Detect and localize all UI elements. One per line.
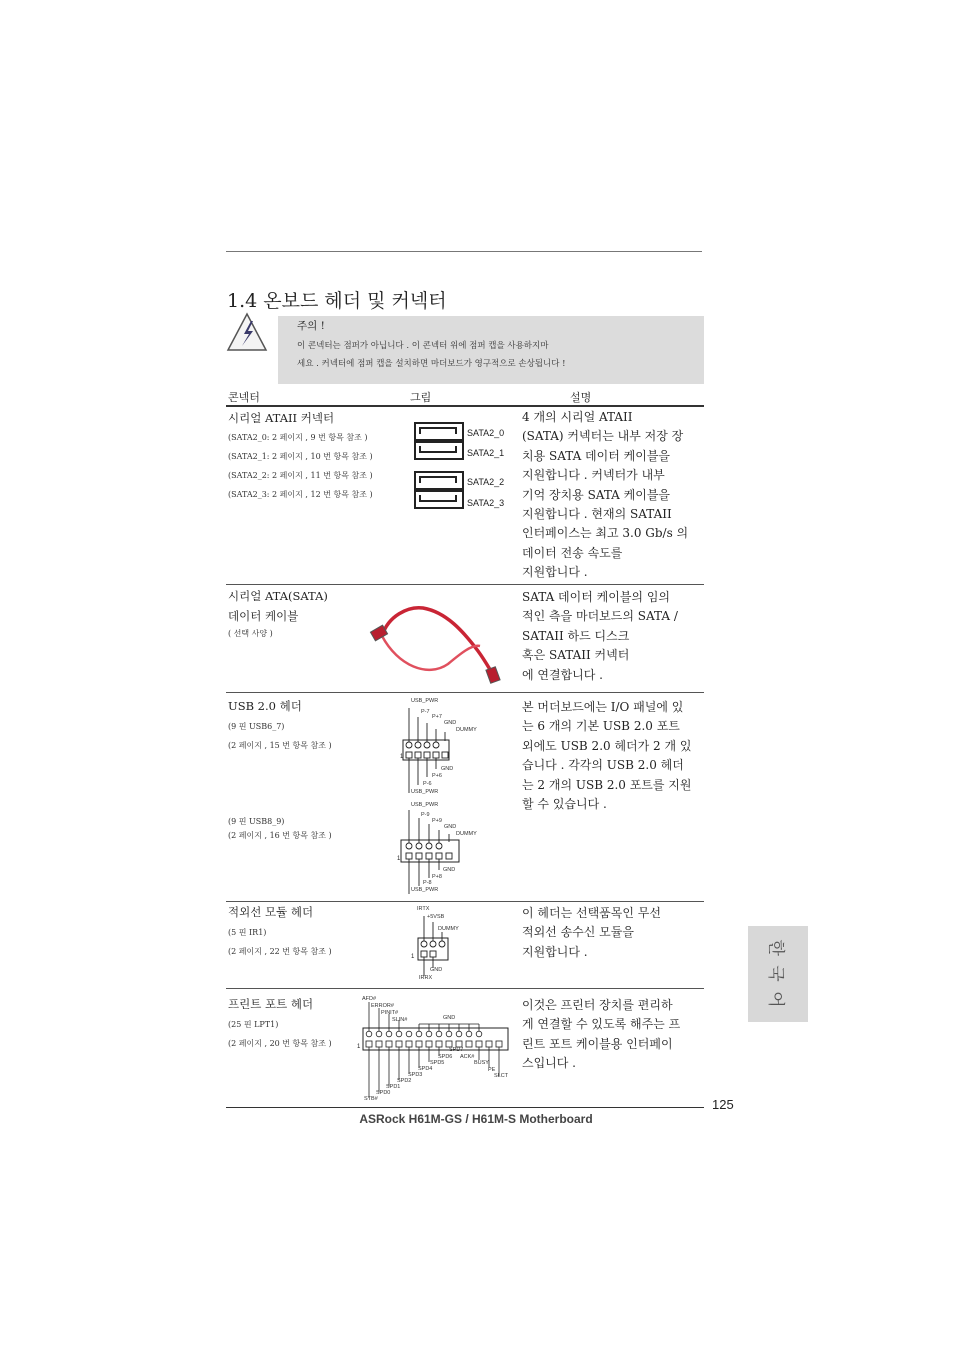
column-connector: 콘넥터 — [228, 391, 260, 404]
ir-desc-line: 적외선 송수신 모듈을 — [522, 925, 634, 940]
cable-desc-line: 혹은 SATAII 커넥터 — [522, 648, 630, 663]
ir-label-5vsb: +5VSB — [427, 914, 445, 920]
lpt-label-spd4: SPD4 — [418, 1066, 433, 1072]
section-title: 1.4 온보드 헤더 및 커넥터 — [227, 290, 447, 312]
footer-title: ASRock H61M-GS / H61M-S Motherboard — [359, 1112, 593, 1126]
usb1-label-p+7: P+7 — [432, 714, 442, 720]
usb2-label-p-8: P-8 — [423, 880, 432, 886]
lpt-label-spd3: SPD3 — [408, 1072, 423, 1078]
lpt-ref-2: (2 페이지 , 20 번 항목 참조 ) — [228, 1039, 332, 1048]
lpt-label-gnd: GND — [443, 1015, 456, 1021]
caution-line-1: 이 콘넥터는 점퍼가 아닙니다 . 이 콘넥터 위에 점퍼 캡을 사용하지마 — [297, 341, 549, 351]
sata-port-label-2: SATA2_2 — [467, 477, 505, 487]
sata-desc-line: 지원합니다 . 커넥터가 내부 — [522, 468, 665, 483]
usb-desc-line: 는 2 개의 USB 2.0 포트를 지원 — [522, 777, 692, 792]
lpt-desc-line: 이것은 프린터 장치를 편리하 — [522, 998, 673, 1012]
usb2-label-p+8: P+8 — [432, 874, 442, 880]
usb2-label-p-9: P-9 — [421, 812, 430, 818]
caution-heading: 주의 ! — [297, 320, 325, 332]
cable-ref: ( 선택 사양 ) — [228, 629, 273, 638]
row-divider — [226, 584, 704, 585]
row-divider — [226, 901, 704, 902]
usb2-label-usbpwr-top: USB_PWR — [411, 802, 439, 808]
language-side-tab-label-wrap — [748, 926, 808, 1022]
header-divider — [226, 405, 704, 407]
usb-description — [522, 698, 702, 814]
usb-desc-line: 습니다 . 각각의 USB 2.0 헤더 — [522, 758, 684, 773]
sata-port-label-1: SATA2_1 — [467, 448, 505, 458]
ir-ref-1: (5 핀 IR1) — [228, 928, 267, 937]
lpt-label-pinit: PINIT# — [381, 1010, 399, 1016]
lpt-label-spd5: SPD5 — [430, 1060, 445, 1066]
sata-desc-line: 기억 장치용 SATA 케이블을 — [522, 487, 671, 502]
sata-description — [522, 408, 702, 583]
usb-desc-line: 외에도 USB 2.0 헤더가 2 개 있 — [522, 738, 692, 753]
lpt-label-ack: ACK# — [460, 1054, 475, 1060]
usb1-label-p+6: P+6 — [432, 773, 442, 779]
lpt-desc-line: 린트 포트 케이블용 인터페이 — [522, 1036, 673, 1051]
ir-label-dummy: DUMMY — [438, 926, 459, 932]
sata-desc-line: 지원합니다 . 현재의 SATAII — [522, 507, 672, 522]
lpt-label-spd6: SPD6 — [438, 1054, 453, 1060]
sata-desc-line: 4 개의 시리얼 ATAII — [522, 410, 633, 424]
usb1-label-dummy: DUMMY — [456, 727, 477, 733]
sata-ref-2: (SATA2_2: 2 페이지 , 11 번 항목 참조 ) — [228, 471, 373, 480]
usb2-label-dummy: DUMMY — [456, 831, 477, 837]
ir-title: 적외선 모듈 헤더 — [228, 905, 314, 919]
sata-desc-line: 데이터 전송 속도를 — [522, 545, 623, 560]
sata-port-label-0: SATA2_0 — [467, 428, 505, 438]
sata-port-label-3: SATA2_3 — [467, 498, 505, 508]
column-figure: 그림 — [410, 391, 432, 404]
sata-connectors-diagram — [413, 420, 465, 515]
usb-ref-1b: (2 페이지 , 15 번 항목 참조 ) — [228, 741, 332, 750]
sata-ref-1: (SATA2_1: 2 페이지 , 10 번 항목 참조 ) — [228, 452, 373, 461]
lpt-ref-1: (25 핀 LPT1) — [228, 1020, 279, 1029]
cable-title-1: 시리얼 ATA(SATA) — [228, 589, 328, 603]
ir-label-irtx: IRTX — [417, 906, 430, 912]
usb-desc-line: 할 수 있습니다 . — [522, 797, 607, 812]
sata-desc-line: 치용 SATA 데이터 케이블을 — [522, 448, 671, 463]
row-divider — [226, 692, 704, 693]
usb-header-diagram-1 — [398, 703, 488, 795]
cable-desc-line: 적인 측을 마더보드의 SATA / — [522, 609, 678, 624]
usb1-label-p-6: P-6 — [423, 781, 432, 787]
cable-desc-line: 에 연결합니다 . — [522, 667, 603, 682]
lpt-label-spd2: SPD2 — [397, 1078, 412, 1084]
usb2-label-usbpwr-bottom: USB_PWR — [411, 887, 439, 893]
usb1-label-usbpwr-top: USB_PWR — [411, 698, 439, 704]
sata-desc-line: 인터페이스는 최고 3.0 Gb/s 의 — [522, 526, 689, 541]
ir-desc-line: 이 헤더는 선택품목인 무선 — [522, 906, 661, 920]
lpt-label-afd: AFD# — [362, 996, 377, 1002]
page-number: 125 — [712, 1097, 734, 1112]
lpt-label-spd0: SPD0 — [376, 1090, 391, 1096]
svg-text:1: 1 — [397, 856, 401, 862]
lpt-desc-line: 스입니다 . — [522, 1056, 576, 1071]
cable-desc-line: SATA 데이터 케이블의 임의 — [522, 590, 671, 604]
lpt-header-diagram — [356, 994, 516, 1102]
usb-desc-line: 는 6 개의 기본 USB 2.0 포트 — [522, 719, 680, 734]
ir-label-gnd: GND — [430, 967, 443, 973]
sata-cable-image — [368, 596, 508, 688]
usb1-label-p-7: P-7 — [421, 709, 430, 715]
footer-divider — [226, 1107, 704, 1108]
lpt-label-error: ERROR# — [371, 1003, 394, 1009]
lpt-description — [522, 996, 702, 1074]
lpt-label-stb: STB# — [364, 1096, 378, 1102]
lpt-label-spd1: SPD1 — [386, 1084, 401, 1090]
top-divider — [226, 251, 702, 252]
caution-line-2: 세요 . 커넥터에 점퍼 캡을 설치하면 마더보드가 영구적으로 손상됩니다 ! — [297, 359, 566, 369]
ir-ref-2: (2 페이지 , 22 번 항목 참조 ) — [228, 947, 332, 956]
lpt-label-pe: PE — [488, 1067, 496, 1073]
usb-title: USB 2.0 헤더 — [228, 699, 302, 713]
usb2-label-p+9: P+9 — [432, 818, 442, 824]
usb2-label-gnd2: GND — [443, 867, 456, 873]
cable-desc-line: SATAII 하드 디스크 — [522, 628, 630, 643]
lpt-label-spd7: SPD7 — [449, 1047, 464, 1053]
sata-desc-line: (SATA) 커넥터는 내부 저장 장 — [522, 429, 684, 444]
row-divider — [226, 988, 704, 989]
lpt-title: 프린트 포트 헤더 — [228, 997, 314, 1011]
usb-ref-2b: (2 페이지 , 16 번 항목 참조 ) — [228, 831, 332, 840]
usb-desc-line: 본 머더보드에는 I/O 패널에 있 — [522, 700, 684, 714]
sata-desc-line: 지원합니다 . — [522, 565, 588, 580]
lpt-label-slct: SLCT — [494, 1073, 509, 1079]
cable-title-2: 데이터 케이블 — [228, 609, 299, 623]
sata-ref-0: (SATA2_0: 2 페이지 , 9 번 항목 참조 ) — [228, 433, 368, 442]
sata-ref-3: (SATA2_3: 2 페이지 , 12 번 항목 참조 ) — [228, 490, 373, 499]
svg-text:1: 1 — [357, 1044, 361, 1050]
usb2-label-gnd: GND — [444, 824, 457, 830]
usb-ref-1a: (9 핀 USB6_7) — [228, 722, 285, 731]
usb1-label-gnd2: GND — [441, 766, 454, 772]
lpt-desc-line: 게 연결할 수 있도록 해주는 프 — [522, 1017, 681, 1032]
ir-desc-line: 지원합니다 . — [522, 944, 588, 959]
ir-label-irrx: IRRX — [419, 975, 433, 981]
usb1-label-gnd: GND — [444, 720, 457, 726]
usb-ref-2a: (9 핀 USB8_9) — [228, 817, 285, 826]
sata-title: 시리얼 ATAII 커넥터 — [228, 411, 335, 425]
warning-triangle-icon — [226, 312, 268, 352]
lpt-label-busy: BUSY — [474, 1060, 489, 1066]
cable-description — [522, 588, 702, 685]
column-description: 설명 — [570, 391, 592, 404]
language-side-tab-label: 한 국 어 — [765, 938, 786, 1010]
svg-text:1: 1 — [400, 754, 404, 760]
usb1-label-usbpwr-bottom: USB_PWR — [411, 789, 439, 795]
ir-description — [522, 904, 702, 962]
lpt-label-slin: SLIN# — [392, 1017, 408, 1023]
svg-text:1: 1 — [411, 954, 415, 960]
